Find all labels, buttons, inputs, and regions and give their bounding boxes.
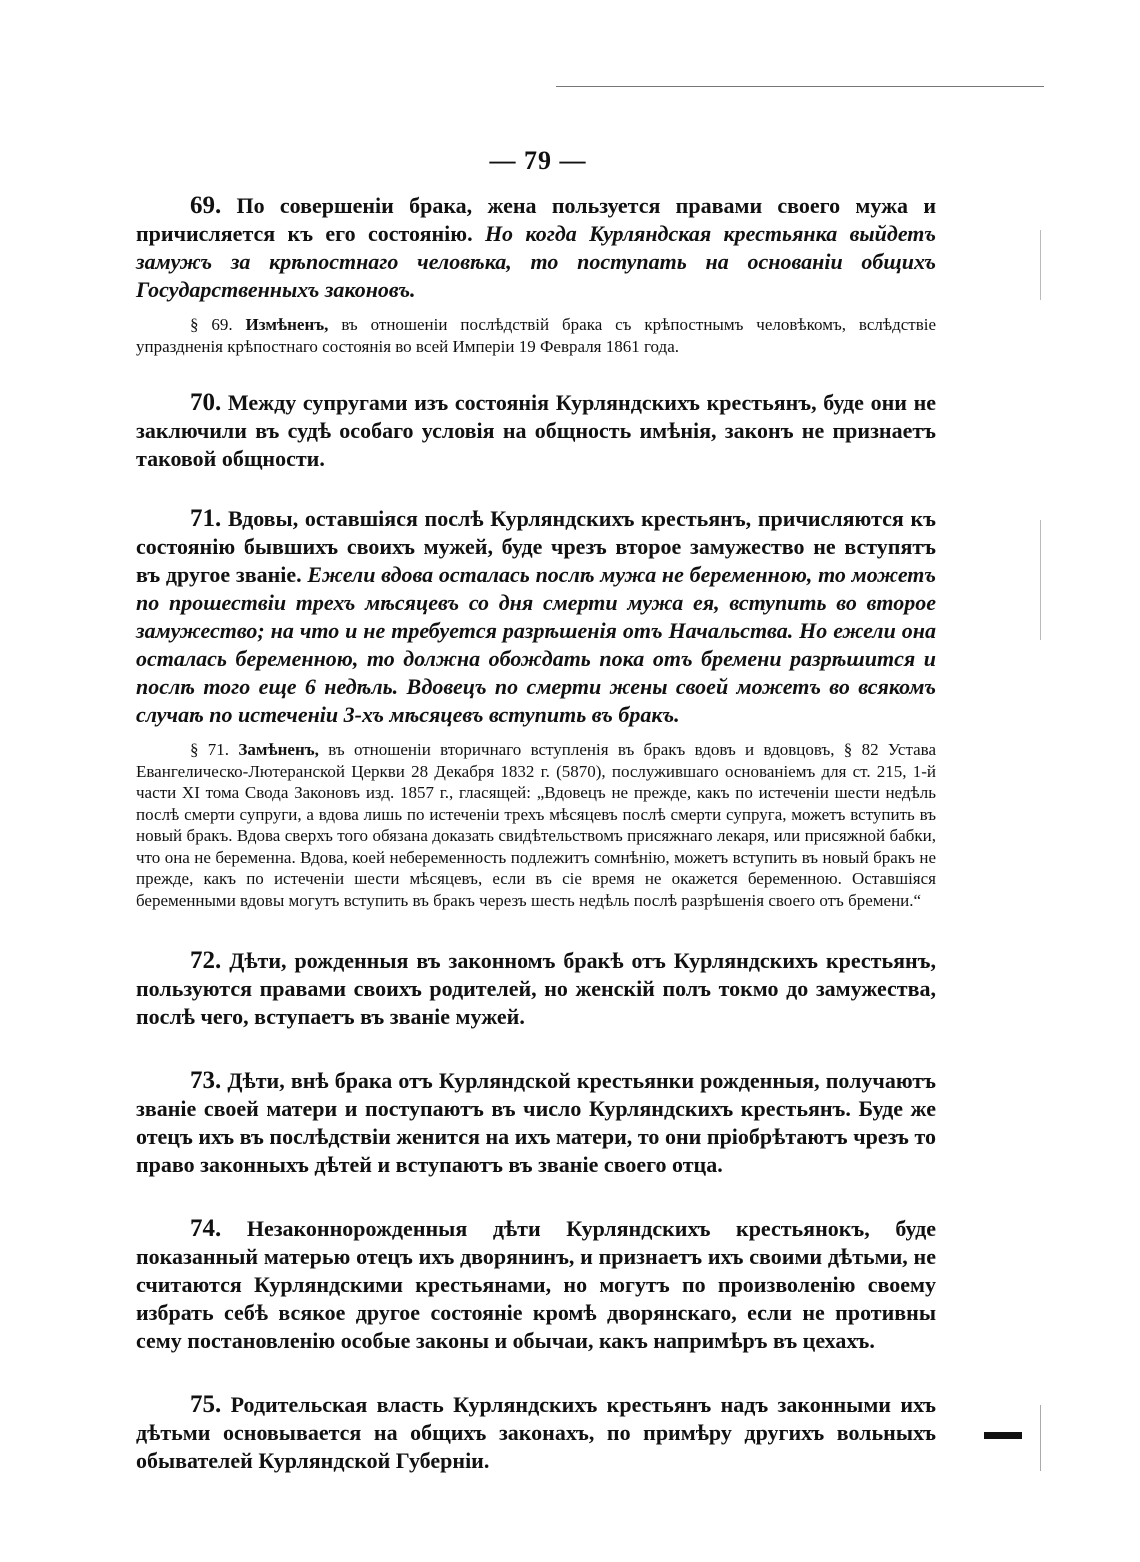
top-rule (556, 86, 1044, 87)
note-ref: § 71. (190, 740, 230, 759)
article-number: 72. (190, 947, 222, 974)
article-number: 70. (190, 389, 222, 416)
note-69 (136, 314, 936, 357)
page-body (136, 192, 936, 1475)
margin-line-upper (1040, 230, 1041, 300)
article-74 (136, 1215, 936, 1355)
page-number: — 79 — (489, 146, 587, 175)
article-text: Дѣти, рожденныя въ законномъ бракѣ отъ Курляндскихъ крестьянъ, пользуются правами своихъ родителей, но женскiй полъ токмо до замужества, послѣ чего, вступаетъ въ званiе мужей. (136, 948, 937, 1029)
article-text: Вдовы, оставшiяся послѣ Курляндскихъ крестьянъ, причисляются къ состоянiю бывшихъ своихъ мужей, буде чрезъ второе замужество не вступятъ въ другое званiе. (136, 506, 936, 587)
article-70 (136, 389, 936, 473)
margin-line-lower (1040, 1405, 1041, 1471)
article-text: По совершенiи брака, жена пользуется правами своего мужа и причисляется къ его состоянiю. (136, 193, 936, 246)
article-italic-text: Но когда Курляндская крестьянка выйдетъ замужъ за крѣпостнаго человѣка, то поступать на основанiи общихъ Государственныхъ законовъ. (136, 221, 937, 302)
note-text: въ отношенiи вторичнаго вступленiя въ бракъ вдовъ и вдовцовъ, § 82 Устава Евангелическо-Лютеранской Церкви 28 Декабря 1832 г. (5870), послужившаго основанiемъ для ст. 215, 1-й части XI тома Свода Законовъ изд. 1857 г., гласящей: „Вдовецъ не прежде, какъ по истеченiи шести недѣль послѣ смерти супруги, а вдова лишь по истеченiи трехъ мѣсяцевъ послѣ смерти супруга, можетъ вступить въ новый бракъ. Вдова сверхъ того обязана доказать свидѣтельствомъ присяжнаго лекаря, или присяжной бабки, что она не беременна. Вдова, коей небеременность подлежитъ сомнѣнiю, можетъ вступить въ новый бракъ не прежде, какъ по истеченiи шести мѣсяцевъ, если въ сiе время не окажется беременною. Оставшiяся беременными вдовы могутъ вступить въ бракъ черезъ шесть недѣль послѣ разрѣшенiя своего отъ бремени.“ (136, 740, 936, 910)
article-number: 69. (190, 192, 222, 219)
note-keyword: Замѣненъ, (238, 740, 319, 759)
article-69 (136, 192, 936, 304)
article-text: Дѣти, внѣ брака отъ Курляндской крестьянки рожденныя, получаютъ званiе своей матери и поступаютъ въ число Курляндскихъ крестьянъ. Буде же отецъ ихъ въ послѣдствiи женится на ихъ матери, то они прiобрѣтаютъ чрезъ то право законныхъ дѣтей и вступаютъ въ званiе своего отца. (136, 1068, 936, 1177)
note-ref: § 69. (190, 315, 233, 334)
note-71 (136, 739, 936, 911)
article-75 (136, 1391, 936, 1475)
note-keyword: Измѣненъ, (245, 315, 329, 334)
article-71 (136, 505, 936, 729)
article-number: 75. (190, 1391, 222, 1418)
margin-line-middle (1040, 520, 1041, 640)
article-72 (136, 947, 936, 1031)
article-text: Между супругами изъ состоянiя Курляндскихъ крестьянъ, буде они не заключили въ судѣ особаго условiя на общность имѣнiя, законъ не признаетъ таковой общности. (136, 390, 937, 471)
article-number: 73. (190, 1067, 222, 1094)
article-italic-text: Ежели вдова осталась послѣ мужа не беременною, то можетъ по прошествiи трехъ мѣсяцевъ со дня смерти мужа ея, вступить во второе замужество; на что и не требуется разрѣшенiя отъ Начальства. Но ежели она осталась беременною, то должна обождать пока отъ бремени разрѣшится и послѣ того еще 6 недѣль. Вдовецъ по смерти жены своей можетъ во всякомъ случаѣ по истеченiи 3-хъ мѣсяцевъ вступить въ бракъ. (136, 562, 937, 727)
scan-mark (984, 1432, 1022, 1439)
article-73 (136, 1067, 936, 1179)
note-text: въ отношенiи послѣдствiй брака съ крѣпостнымъ человѣкомъ, вслѣдствiе упраздненiя крѣпостнаго состоянiя во всей Имперiи 19 Февраля 1861 года. (136, 315, 936, 356)
article-text: Родительская власть Курляндскихъ крестьянъ надъ законными ихъ дѣтьми основывается на общихъ законахъ, по примѣру другихъ вольныхъ обывателей Курляндской Губернiи. (136, 1392, 936, 1473)
article-number: 71. (190, 505, 222, 532)
article-text: Незаконнорожденныя дѣти Курляндскихъ крестьянокъ, буде показанный матерью отецъ ихъ дворянинъ, и признаетъ ихъ своими дѣтьми, не считаются Курляндскими крестьянами, но могутъ по произволенiю своему избрать себѣ всякое другое состоянiе кромѣ дворянскаго, если не противны сему постановленiю особые законы и обычаи, какъ напримѣръ въ цехахъ. (136, 1216, 936, 1353)
article-number: 74. (190, 1215, 222, 1242)
